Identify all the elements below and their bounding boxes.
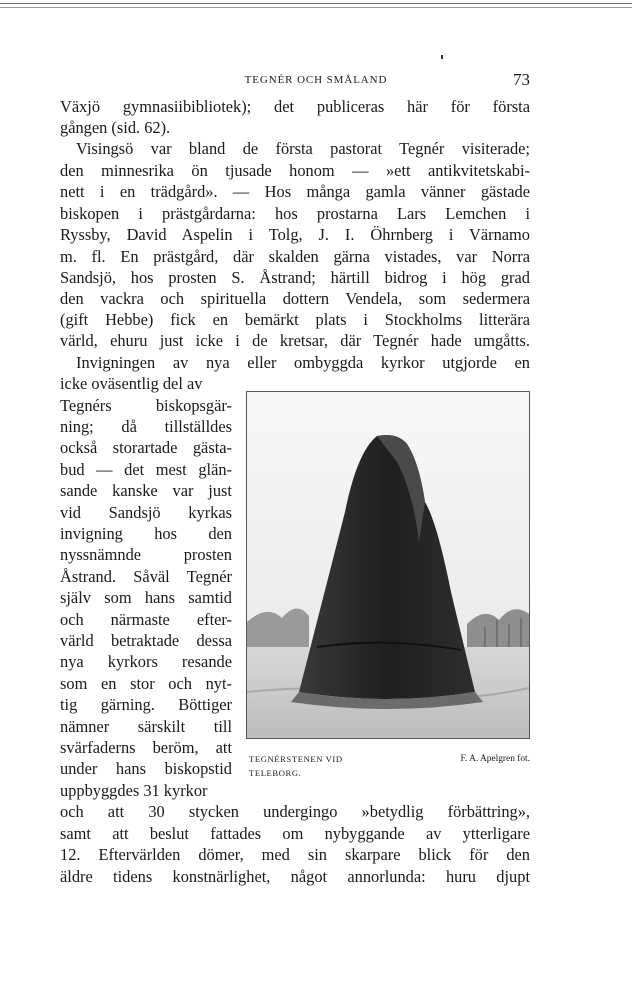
- text-line: äldre tidens konstnärlighet, något annorlunda: huru djupt: [60, 867, 530, 886]
- text-line: Visingsö var bland de första pastorat Tegnér visiterade;: [76, 139, 530, 158]
- column-line: sande kanske var just: [60, 481, 232, 500]
- text-line: den vackra och spirituella dottern Vendela, som sedermera: [60, 289, 530, 308]
- column-line: bud — det mest glän-: [60, 460, 232, 479]
- column-line: tig gärning. Böttiger: [60, 695, 232, 714]
- running-head: TEGNÉR OCH SMÅLAND: [244, 74, 388, 86]
- caption-line-2: TELEBORG.: [249, 768, 302, 778]
- column-line: nämner särskilt till: [60, 717, 232, 736]
- column-line: som en stor och nyt-: [60, 674, 232, 693]
- text-line: samt att beslut fattades om nybyggande av ytterligare: [60, 824, 530, 843]
- text-line: (gift Hebbe) fick en bemärkt plats i Stockholms litterära: [60, 310, 530, 329]
- column-line: och närmaste efter-: [60, 610, 232, 629]
- print-speck: [441, 55, 443, 59]
- text-line: biskopen i prästgårdarna: hos prostarna Lars Lemchen i: [60, 204, 530, 223]
- text-line: gången (sid. 62).: [60, 118, 171, 137]
- text-line: värld, ehuru just icke i de kretsar, där Tegnér hade umgåtts.: [60, 331, 530, 350]
- tegner-stone-photo: [246, 391, 530, 739]
- text-line: Sandsjö, hos prosten S. Åstrand; härtill bidrog i hög grad: [60, 268, 530, 287]
- column-line: svärfaderns beröm, att: [60, 738, 232, 757]
- column-line: också storartade gästa-: [60, 438, 232, 457]
- column-line: nyssnämnde prosten: [60, 545, 232, 564]
- text-line: Växjö gymnasiibibliotek); det publiceras här för första: [60, 97, 530, 116]
- column-line: Åstrand. Såväl Tegnér: [60, 567, 232, 586]
- column-line: själv som hans samtid: [60, 588, 232, 607]
- column-line: ning; då tillställdes: [60, 417, 232, 436]
- figure-caption: [249, 752, 343, 780]
- page-number: 73: [513, 70, 530, 89]
- top-border-rule: [0, 3, 632, 4]
- text-line: 12. Eftervärlden dömer, med sin skarpare blick för den: [60, 845, 530, 864]
- text-line: Ryssby, David Aspelin i Tolg, J. I. Öhrnberg i Värnamo: [60, 225, 530, 244]
- photo-credit: F. A. Apelgren fot.: [460, 754, 530, 764]
- top-border-rule-inner: [0, 7, 632, 8]
- text-line: och att 30 stycken undergingo »betydlig förbättring»,: [60, 802, 530, 821]
- column-line: uppbyggdes 31 kyrkor: [60, 781, 208, 800]
- column-line: under hans biskopstid: [60, 759, 232, 778]
- column-line: nya kyrkors resande: [60, 652, 232, 671]
- caption-line-1: TEGNÉRSTENEN VID: [249, 754, 343, 764]
- column-line: Tegnérs biskopsgär-: [60, 396, 232, 415]
- column-line: värld betraktade dessa: [60, 631, 232, 650]
- text-line: nett i en trädgård». — Hos många gamla vänner gästade: [60, 182, 530, 201]
- stone-illustration: [247, 392, 529, 738]
- column-line: vid Sandsjö kyrkas: [60, 503, 232, 522]
- text-line: Invigningen av nya eller ombyggda kyrkor utgjorde en: [76, 353, 530, 372]
- column-line: invigning hos den: [60, 524, 232, 543]
- text-line: den minnesrika ön tjusade honom — »ett antikvitetskabi-: [60, 161, 530, 180]
- column-line: icke oväsentlig del av: [60, 374, 203, 393]
- text-line: m. fl. En prästgård, där skalden gärna vistades, var Norra: [60, 247, 530, 266]
